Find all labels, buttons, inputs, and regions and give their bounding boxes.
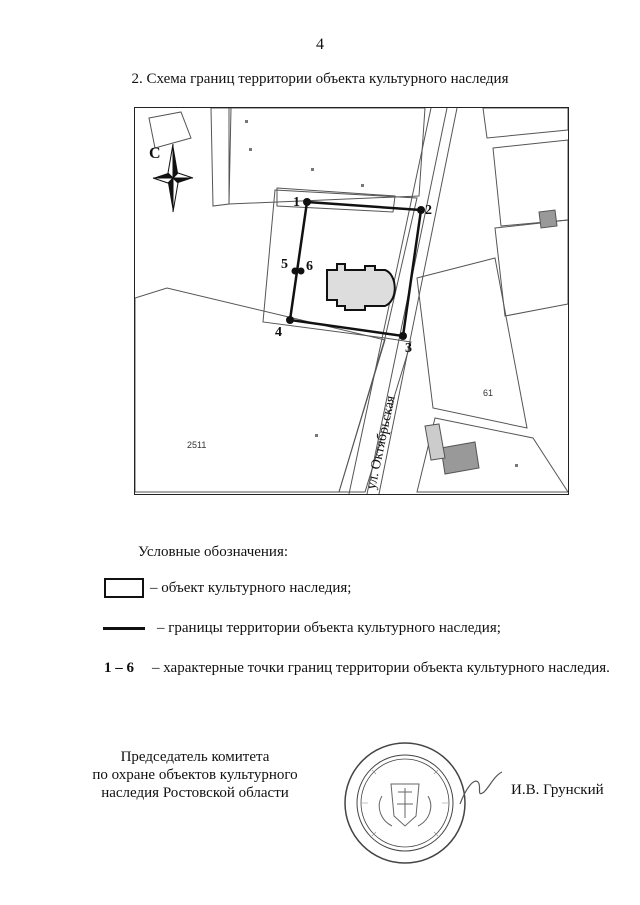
legend-boundary-text: – границы территории объекта культурного наследия; bbox=[157, 620, 501, 636]
parcel-outline bbox=[211, 108, 231, 206]
legend-object-symbol bbox=[104, 578, 144, 598]
boundary-point-1 bbox=[303, 198, 311, 206]
legend-points-range: 1 – 6 bbox=[104, 660, 134, 676]
building bbox=[539, 210, 557, 228]
signatory-position bbox=[60, 748, 330, 802]
official-seal bbox=[342, 740, 468, 866]
parcel-outline bbox=[493, 140, 568, 226]
legend-boundary-symbol bbox=[103, 627, 145, 630]
boundary-point-3 bbox=[399, 332, 407, 340]
point-label-1: 1 bbox=[293, 195, 300, 210]
signer-name: И.В. Грунский bbox=[511, 782, 604, 798]
point-label-2: 2 bbox=[425, 203, 432, 218]
legend-object-text: – объект культурного наследия; bbox=[150, 580, 352, 596]
point-label-4: 4 bbox=[275, 325, 282, 340]
position-line-2: по охране объектов культурного bbox=[92, 767, 298, 783]
north-label: С bbox=[149, 145, 161, 162]
page-number: 4 bbox=[316, 36, 324, 53]
building bbox=[425, 424, 445, 460]
map-marker bbox=[515, 464, 518, 467]
boundary-point-5 bbox=[292, 268, 299, 275]
parcel-outline bbox=[149, 112, 191, 148]
handwritten-signature bbox=[456, 768, 506, 808]
parcel-outline bbox=[483, 108, 568, 138]
parcel-label-61: 61 bbox=[483, 388, 494, 398]
section-title: 2. Схема границ территории объекта культурного наследия bbox=[131, 71, 509, 87]
boundary-map bbox=[134, 107, 569, 495]
point-label-6: 6 bbox=[306, 259, 313, 274]
parcel-outline bbox=[229, 108, 425, 204]
heritage-object-footprint bbox=[327, 264, 395, 310]
legend-title: Условные обозначения: bbox=[138, 544, 289, 560]
street-label: ул. Октябрьская bbox=[364, 394, 399, 491]
map-marker bbox=[315, 434, 318, 437]
position-line-3: наследия Ростовской области bbox=[101, 785, 289, 801]
map-marker bbox=[249, 148, 252, 151]
parcel-outline bbox=[417, 258, 527, 428]
map-marker bbox=[361, 184, 364, 187]
parcel-outline bbox=[495, 220, 568, 316]
point-label-5: 5 bbox=[281, 257, 288, 272]
boundary-point-2 bbox=[417, 206, 425, 214]
boundary-point-4 bbox=[286, 316, 294, 324]
point-label-3: 3 bbox=[405, 341, 412, 356]
position-line-1: Председатель комитета bbox=[120, 749, 270, 765]
map-marker bbox=[245, 120, 248, 123]
parcel-label-2511: 2511 bbox=[187, 440, 207, 450]
parcel-outline bbox=[135, 288, 385, 492]
legend-points-text: – характерные точки границ территории объекта культурного наследия. bbox=[152, 660, 610, 676]
map-drawing bbox=[135, 108, 568, 494]
map-marker bbox=[311, 168, 314, 171]
building bbox=[441, 442, 479, 474]
boundary-point-6 bbox=[298, 268, 305, 275]
